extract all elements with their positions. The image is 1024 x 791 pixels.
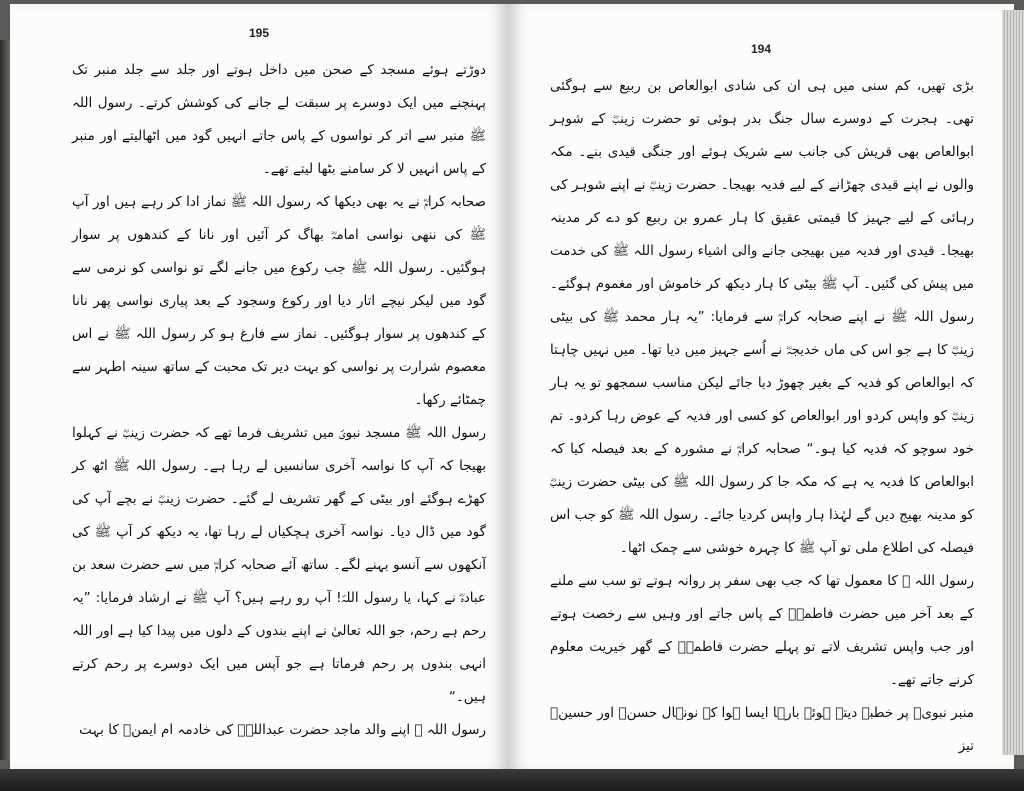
page-number-right: 194 bbox=[750, 42, 772, 56]
book-right-edge bbox=[1002, 10, 1024, 755]
paragraph: منبر نبویؐ پر خطبہ دیتے ہوئے بارہا ایسا ہوا کہ نونہال حسنؓ اور حسینؓ تیز bbox=[550, 705, 974, 754]
right-page bbox=[508, 4, 1014, 769]
paragraph: رسول اللہ ﷺ اپنے والد ماجد حضرت عبداللہؓ کی خادمہ ام ایمنؓ کا بہت bbox=[79, 722, 486, 738]
paragraph: دوڑتے ہوئے مسجد کے صحن میں داخل ہوتے اور جلد سے جلد منبر تک پہنچنے میں ایک دوسرے پر سبقت لے جانے کی کوشش کرتے۔ رسول اللہ ﷺ منبر سے اتر کر نواسوں کے پاس جاتے انہیں گود میں اٹھالیتے اور منبر کے پاس انہیں لا کر سامنے بٹھا لیتے تھے۔ bbox=[72, 62, 486, 177]
paragraph: صحابہ کرامؓ نے یہ بھی دیکھا کہ رسول اللہ ﷺ نماز ادا کر رہے ہیں اور آپ ﷺ کی ننھی نواسی امامہؓ بھاگ کر آئیں اور نانا کے کندھوں پر سوار ہوگئیں۔ رسول اللہ ﷺ جب رکوع میں جانے لگے تو نواسی کو نرمی سے گود میں لیکر نیچے اتار دیا اور رکوع وسجود کے بعد پیاری نواسی پھر نانا کے کندھوں پر سوار ہوگئیں۔ نماز سے فارغ ہو کر رسول اللہ ﷺ نے اس معصوم شرارت پر نواسی کو بہت دیر تک محبت کے ساتھ سینہ اطہر سے چمٹائے رکھا۔ bbox=[72, 194, 486, 408]
page-number-left: 195 bbox=[248, 26, 270, 40]
paragraph: رسول اللہ ﷺ مسجد نبویؐ میں تشریف فرما تھے کہ حضرت زینبؓ نے کہلوا بھیجا کہ آپ کا نواسہ آخری سانسیں لے رہا ہے۔ رسول اللہ ﷺ اٹھ کر کھڑے ہوگئے اور بیٹی کے گھر تشریف لے گئے۔ حضرت زینبؓ نے بچے آپ کی گود میں ڈال دیا۔ نواسہ آخری ہچکیاں لے رہا تھا، یہ دیکھ کر آپ ﷺ کی آنکھوں سے آنسو بہنے لگے۔ ساتھ آئے صحابہ کرامؓ میں سے حضرت سعد بن عبادہؓ نے کہا، یا رسول اللہؐ! آپ رو رہے ہیں؟ آپ ﷺ نے ارشاد فرمایا: ”یہ رحم ہے رحم، جو اللہ تعالیٰ نے اپنے بندوں کے دلوں میں پیدا کیا ہے اور اللہ انہی بندوں پر رحم فرماتا ہے جو آپس میں ایک دوسرے پر رحم کرتے ہیں۔“ bbox=[72, 425, 486, 705]
book-left-edge bbox=[0, 40, 10, 760]
paragraph: رسول اللہ ﷺ کا معمول تھا کہ جب بھی سفر پر روانہ ہوتے تو سب سے ملنے کے بعد آخر میں حضرت فاطمہؓ کے پاس جاتے اور وہیں سے رخصت ہوتے اور جب واپس تشریف لاتے تو پہلے حضرت فاطمہؓ کے گھر خیریت معلوم کرنے جاتے تھے۔ bbox=[550, 573, 974, 688]
paragraph: بڑی تھیں، کم سنی میں ہی ان کی شادی ابوالعاص بن ربیع سے ہوگئی تھی۔ ہجرت کے دوسرے سال جنگ بدر ہوئی تو حضرت زینبؓ کے شوہر ابوالعاص بھی قریش کی جانب سے شریک ہوئے اور جنگی قیدی بنے۔ مکہ والوں نے اپنے قیدی چھڑانے کے لیے فدیہ بھیجا۔ حضرت زینبؓ نے اپنے شوہر کی رہائی کے لیے جہیز کا قیمتی عقیق کا ہار عمرو بن ربیع کو دے کر مدینہ بھیجا۔ قیدی اور فدیہ میں بھیجی جانے والی اشیاء رسول اللہ ﷺ کی خدمت میں پیش کی گئیں۔ آپ ﷺ بیٹی کا ہار دیکھ کر خاموش اور مغموم ہوگئے۔ رسول اللہ ﷺ نے اپنے صحابہ کرامؓ سے فرمایا: ”یہ ہار محمد ﷺ کی بیٹی زینبؓ کا ہے جو اس کی ماں خدیجہؓ نے اُسے جہیز میں دیا تھا۔ میں نہیں چاہتا کہ ابوالعاص کو فدیہ کے بغیر چھوڑ دیا جائے لیکن مناسب سمجھو تو یہ ہار زینبؓ کو واپس کردو اور ابوالعاص کو کسی اور فدیہ کے عوض رہا کردو۔ تم خود سوچو کہ فدیہ کیا ہو۔“ صحابہ کرامؓ نے مشورہ کے بعد فیصلہ کیا کہ ابوالعاص کا فدیہ یہ ہے کہ مکہ جا کر رسول اللہ ﷺ کی بیٹی حضرت زینبؓ کو مدینہ بھیج دیں گے لہٰذا ہار واپس کردیا جائے۔ رسول اللہ ﷺ کو جب اس فیصلہ کی اطلاع ملی تو آپ ﷺ کا چہرہ خوشی سے چمک اٹھا۔ bbox=[550, 78, 974, 556]
right-page-text bbox=[550, 70, 974, 763]
scan-bottom-shadow bbox=[0, 769, 1024, 791]
left-page bbox=[10, 4, 508, 769]
left-page-text bbox=[72, 54, 486, 747]
